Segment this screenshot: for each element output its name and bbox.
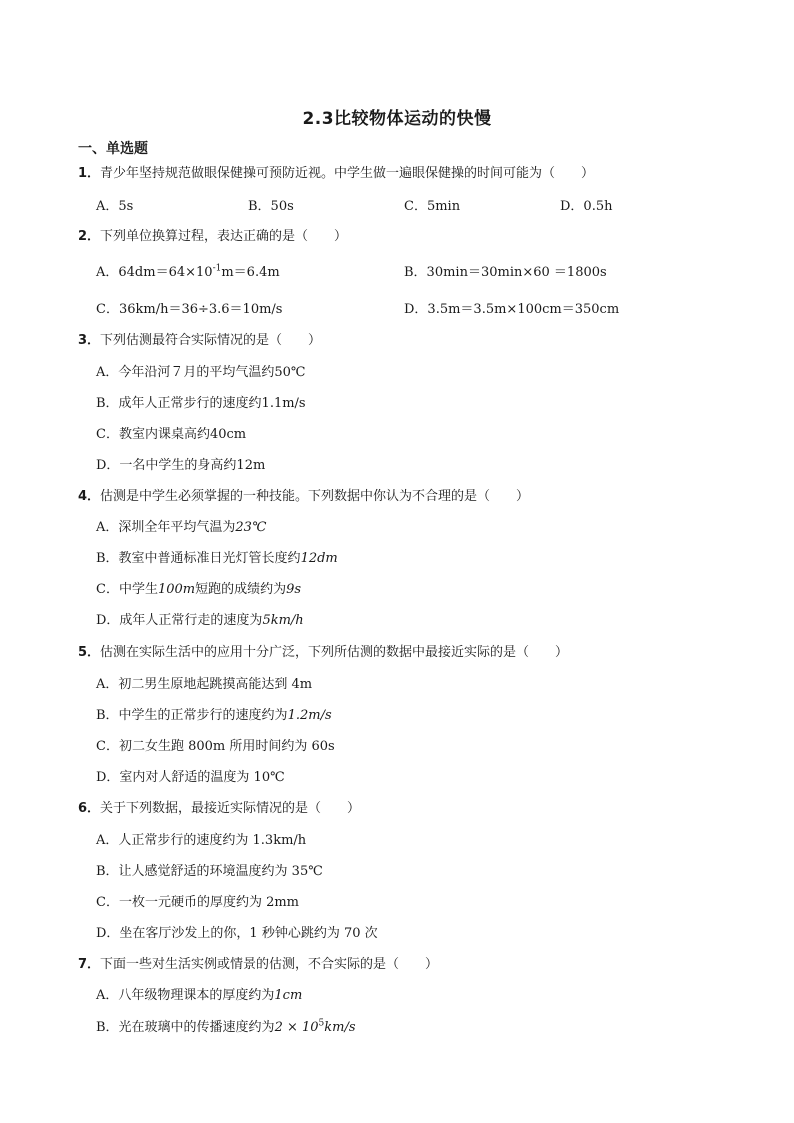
section-heading: 一、单选题 [78,141,148,157]
question-5 [78,644,568,662]
option-a: A．人正常步行的速度约为 1.3km/h [96,833,307,848]
option-b: B．光在玻璃中的传播速度约为$2 \times 10^5km/s$ [96,1018,356,1035]
option-a: A．5s [96,199,134,214]
option-c: C．教室内课桌高约40cm [96,427,247,442]
option-d: D．0.5h [560,199,613,214]
question-3 [78,332,321,350]
option-a: A．今年沿河７月的平均气温约50℃ [96,365,306,380]
question-text: 下面一些对生活实例或情景的估测，不合实际的是（ ） [100,957,439,972]
option-d: D．坐在客厅沙发上的你，1 秒钟心跳约为 70 次 [96,926,378,941]
option-d: D．成年人正常行走的速度为5km/h [96,613,304,628]
option-b: B．教室中普通标准日光灯管长度约12dm [96,551,338,566]
question-text: 关于下列数据，最接近实际情况的是（ ） [100,801,361,816]
question-number: 3． [78,333,101,348]
question-text: 下列单位换算过程，表达正确的是（ ） [100,229,348,244]
option-b: B．成年人正常步行的速度约1.1m/s [96,396,306,411]
question-text: 估测在实际生活中的应用十分广泛，下列所估测的数据中最接近实际的是（ ） [100,645,569,660]
option-b: B．30min＝30min×60 ＝1800s [404,265,607,280]
option-a: A．八年级物理课本的厚度约为1cm [96,988,303,1003]
option-a: A．深圳全年平均气温为23℃ [96,520,267,535]
question-6 [78,800,360,818]
question-number: 2． [78,229,101,244]
option-d: D．一名中学生的身高约12m [96,458,266,473]
option-b: B．让人感觉舒适的环境温度约为 35℃ [96,864,323,879]
question-number: 7． [78,957,101,972]
option-c: C．中学生100m短跑的成绩约为9s [96,582,302,597]
option-c: C．36km/h＝36÷3.6＝10m/s [96,302,283,317]
option-c: C．一枚一元硬币的厚度约为 2mm [96,895,300,910]
option-c: C．5min [404,199,461,214]
question-7 [78,956,438,974]
question-text: 估测是中学生必须掌握的一种技能。下列数据中你认为不合理的是（ ） [100,489,530,504]
option-a: A．初二男生原地起跳摸高能达到 4m [96,677,313,692]
question-number: 5． [78,645,101,660]
question-4 [78,488,529,506]
question-2 [78,228,347,246]
option-a: A．$64dm=64\times 10^{-1}m=6.4m$ [96,263,280,280]
option-c: C．初二女生跑 800m 所用时间约为 60s [96,739,335,754]
question-text: 青少年坚持规范做眼保健操可预防近视。中学生做一遍眼保健操的时间可能为（ ） [100,166,595,181]
option-d: D．室内对人舒适的温度为 10℃ [96,770,285,785]
question-1 [78,165,594,183]
question-number: 4． [78,489,101,504]
question-text: 下列估测最符合实际情况的是（ ） [100,333,322,348]
option-d: D．3.5m＝3.5m×100cm＝350cm [404,302,620,317]
option-b: B．50s [248,199,294,214]
option-b: B．中学生的正常步行的速度约为1.2m/s [96,708,332,723]
page-title: 2.3比较物体运动的快慢 [302,109,492,129]
question-number: 1． [78,166,101,181]
question-number: 6． [78,801,101,816]
